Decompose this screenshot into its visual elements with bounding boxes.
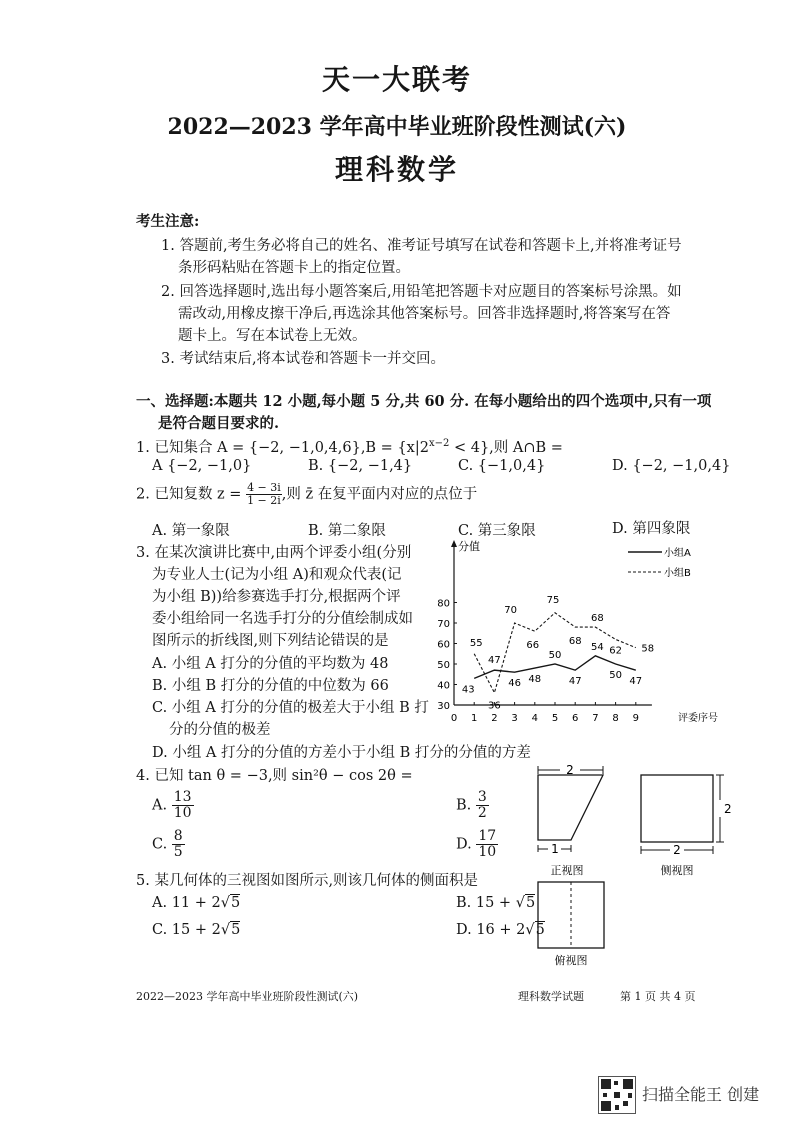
top-view (538, 882, 604, 948)
x-tick-label: 5 (551, 713, 559, 724)
section-heading-line2: 是符合题目要求的. (158, 415, 280, 432)
q4-a-fraction (172, 790, 194, 821)
q5-option-c: C. 15 + 2√5 (152, 922, 241, 938)
q5-a-pre: A. 11 + 2 (152, 895, 221, 911)
q2-stem (136, 482, 477, 507)
x-tick-label: 0 (450, 713, 458, 724)
q4-b-num: 3 (477, 789, 487, 805)
q4-option-d (456, 829, 498, 860)
notice-item-2b: 需改动,用橡皮擦干净后,再选涂其他答案标号。回答非选择题时,将答案写在答 (178, 306, 671, 322)
q4-d-fraction (476, 829, 498, 860)
legend-label-a: 小组A (664, 548, 691, 559)
q1-exponent: x−2 (428, 438, 450, 450)
q2-numerator: 4 − 3i (247, 481, 281, 494)
q3-stem-line4: 委小组给同一名选手打分的分值绘制成如 (152, 611, 413, 627)
q3-stem-line5: 图所示的折线图,则下列结论错误的是 (152, 633, 389, 649)
front-view-top-dimension: 2 (566, 763, 574, 777)
section-heading-line1: 一、选择题:本题共 12 小题,每小题 5 分,共 60 分. 在每小题给出的四个选项中,只有一项 (136, 393, 712, 410)
line-chart (432, 533, 732, 729)
data-label-b: 75 (546, 594, 560, 606)
qr-code-icon (598, 1076, 636, 1114)
data-label-b: 58 (641, 643, 655, 655)
data-label-a: 50 (548, 650, 562, 661)
q3-stem-line3: 为小组 B))给参赛选手打分,根据两个评 (152, 589, 401, 605)
data-label-b: 68 (591, 613, 604, 625)
data-label-a: 47 (629, 676, 643, 688)
data-label-a: 50 (609, 670, 622, 681)
legend-label-b: 小组B (664, 568, 691, 579)
y-tick-label: 60 (437, 639, 450, 651)
q1-option-d: D. {−2, −1,0,4} (612, 458, 731, 474)
x-tick-label: 9 (632, 713, 639, 724)
q4-c-den: 5 (173, 844, 183, 860)
exam-brand: 天一大联考 (321, 63, 472, 96)
q4-d-num: 17 (478, 828, 497, 844)
front-view-label: 正视图 (550, 864, 584, 877)
x-tick-label: 8 (612, 713, 619, 724)
data-label-b: 62 (609, 645, 622, 657)
watermark-text: 扫描全能王 创建 (642, 1085, 760, 1104)
q5-option-d: D. 16 + 2√5 (456, 922, 545, 938)
footer-center: 理科数学试题 (518, 990, 584, 1003)
side-view (641, 775, 724, 854)
q2-option-c: C. 第三象限 (458, 523, 536, 539)
data-label-b: 36 (488, 700, 501, 712)
q4-a-den: 10 (173, 805, 192, 821)
q1-option-c: C. {−1,0,4} (458, 458, 546, 474)
q2-stem-b: ,则 z̄ 在复平面内对应的点位于 (281, 486, 478, 503)
y-axis-arrow (451, 540, 457, 547)
data-label-a: 43 (461, 684, 475, 696)
data-label-a: 47 (568, 676, 582, 688)
q4-b-fraction (476, 790, 489, 821)
q3-stem-line1: 3. 在某次演讲比赛中,由两个评委小组(分别 (136, 545, 412, 561)
data-label-a: 54 (591, 641, 604, 653)
q4-d-label: D. (456, 836, 472, 853)
y-tick-label: 40 (437, 680, 450, 692)
side-view-height-dimension: 2 (724, 802, 732, 816)
q2-denominator: 1 − 2i (247, 494, 281, 507)
q4-c-num: 8 (173, 828, 183, 844)
three-view-diagram (530, 760, 740, 970)
x-tick-label: 4 (531, 713, 538, 724)
side-view-width-dimension: 2 (673, 843, 681, 857)
q4-option-a (152, 790, 194, 821)
q4-stem: 4. 已知 tan θ = −3,则 sin²θ − cos 2θ = (136, 768, 413, 784)
q5-option-a: A. 11 + 2√5 (152, 895, 241, 911)
y-tick-label: 30 (437, 701, 450, 712)
exam-title: 2022—2023 学年高中毕业班阶段性测试(六) (167, 114, 627, 140)
notice-item-2c: 题卡上。写在本试卷上无效。 (178, 328, 367, 344)
data-label-b: 68 (568, 636, 582, 648)
footer-page: 第 1 页 共 4 页 (620, 990, 696, 1003)
q4-c-fraction (172, 829, 185, 860)
footer-left: 2022—2023 学年高中毕业班阶段性测试(六) (136, 990, 359, 1003)
y-tick-label: 80 (437, 598, 450, 610)
q4-option-b (456, 790, 489, 821)
q4-a-label: A. (152, 797, 168, 814)
x-tick-label: 7 (592, 713, 599, 724)
data-label-a: 48 (528, 674, 542, 686)
q1-stem-a: 1. 已知集合 A = {−2, −1,0,4,6},B = {x|2 (136, 440, 429, 456)
y-tick-label: 70 (437, 619, 450, 630)
q5-option-b: B. 15 + √5 (456, 895, 536, 911)
data-label-b: 55 (469, 637, 483, 649)
data-label-a: 47 (488, 655, 501, 667)
q5-stem: 5. 某几何体的三视图如图所示,则该几何体的侧面积是 (136, 873, 479, 889)
q5-d-pre: D. 16 + 2 (456, 922, 526, 938)
front-view (538, 766, 603, 852)
q4-d-den: 10 (478, 844, 497, 860)
q1-stem (136, 436, 563, 457)
q5-c-rad: 5 (231, 922, 241, 938)
top-view-label: 俯视图 (554, 954, 588, 967)
q3-option-d: D. 小组 A 打分的分值的方差小于小组 B 打分的分值的方差 (152, 745, 531, 761)
front-view-bottom-dimension: 1 (551, 842, 559, 856)
q2-option-d: D. 第四象限 (612, 521, 691, 537)
q4-b-label: B. (456, 797, 472, 814)
q2-fraction (246, 482, 282, 507)
q4-a-num: 13 (173, 789, 192, 805)
x-tick-label: 6 (572, 713, 579, 724)
q4-c-label: C. (152, 836, 168, 853)
q2-option-b: B. 第二象限 (308, 523, 386, 539)
y-tick-label: 50 (437, 660, 450, 671)
notice-item-1b: 条形码粘贴在答题卡上的指定位置。 (178, 260, 410, 276)
q1-stem-b: < 4},则 A∩B = (449, 440, 563, 456)
q5-d-rad: 5 (535, 922, 545, 938)
notice-item-2a: 2. 回答选择题时,选出每小题答案后,用铅笔把答题卡对应题目的答案标号涂黑。如 (161, 284, 682, 300)
q4-option-c (152, 829, 185, 860)
q5-b-rad: 5 (525, 895, 536, 911)
q3-option-b: B. 小组 B 打分的分值的中位数为 66 (152, 678, 389, 694)
q3-stem-line2: 为专业人士(记为小组 A)和观众代表(记 (152, 567, 402, 583)
q5-a-rad: 5 (230, 895, 241, 911)
notice-item-3: 3. 考试结束后,将本试卷和答题卡一并交回。 (161, 351, 446, 367)
x-tick-label: 1 (471, 713, 478, 724)
y-axis-label: 分值 (458, 540, 480, 553)
q2-option-a: A. 第一象限 (152, 523, 230, 539)
q3-option-a: A. 小组 A 打分的分值的平均数为 48 (152, 656, 389, 672)
notice-heading: 考生注意: (136, 213, 200, 230)
data-label-a: 46 (508, 678, 521, 690)
data-label-b: 70 (504, 605, 517, 616)
q5-c-pre: C. 15 + 2 (152, 922, 221, 938)
q1-option-b: B. {−2, −1,4} (308, 458, 413, 474)
q4-b-den: 2 (477, 805, 487, 821)
notice-item-1a: 1. 答题前,考生务必将自己的姓名、准考证号填写在试卷和答题卡上,并将准考证号 (161, 238, 682, 254)
subject-title: 理科数学 (334, 153, 459, 186)
x-tick-label: 3 (511, 713, 518, 724)
data-label-b: 66 (526, 640, 540, 652)
x-tick-label: 2 (491, 713, 498, 724)
q2-stem-a: 2. 已知复数 z = (136, 486, 242, 503)
side-view-label: 侧视图 (660, 864, 694, 877)
q3-option-c-line2: 分的分值的极差 (169, 722, 271, 738)
x-axis-label: 评委序号 (678, 713, 718, 724)
q5-b-pre: B. 15 + (456, 895, 516, 911)
q3-option-c-line1: C. 小组 A 打分的分值的极差大于小组 B 打 (152, 700, 429, 716)
q1-option-a: A {−2, −1,0} (152, 458, 252, 474)
